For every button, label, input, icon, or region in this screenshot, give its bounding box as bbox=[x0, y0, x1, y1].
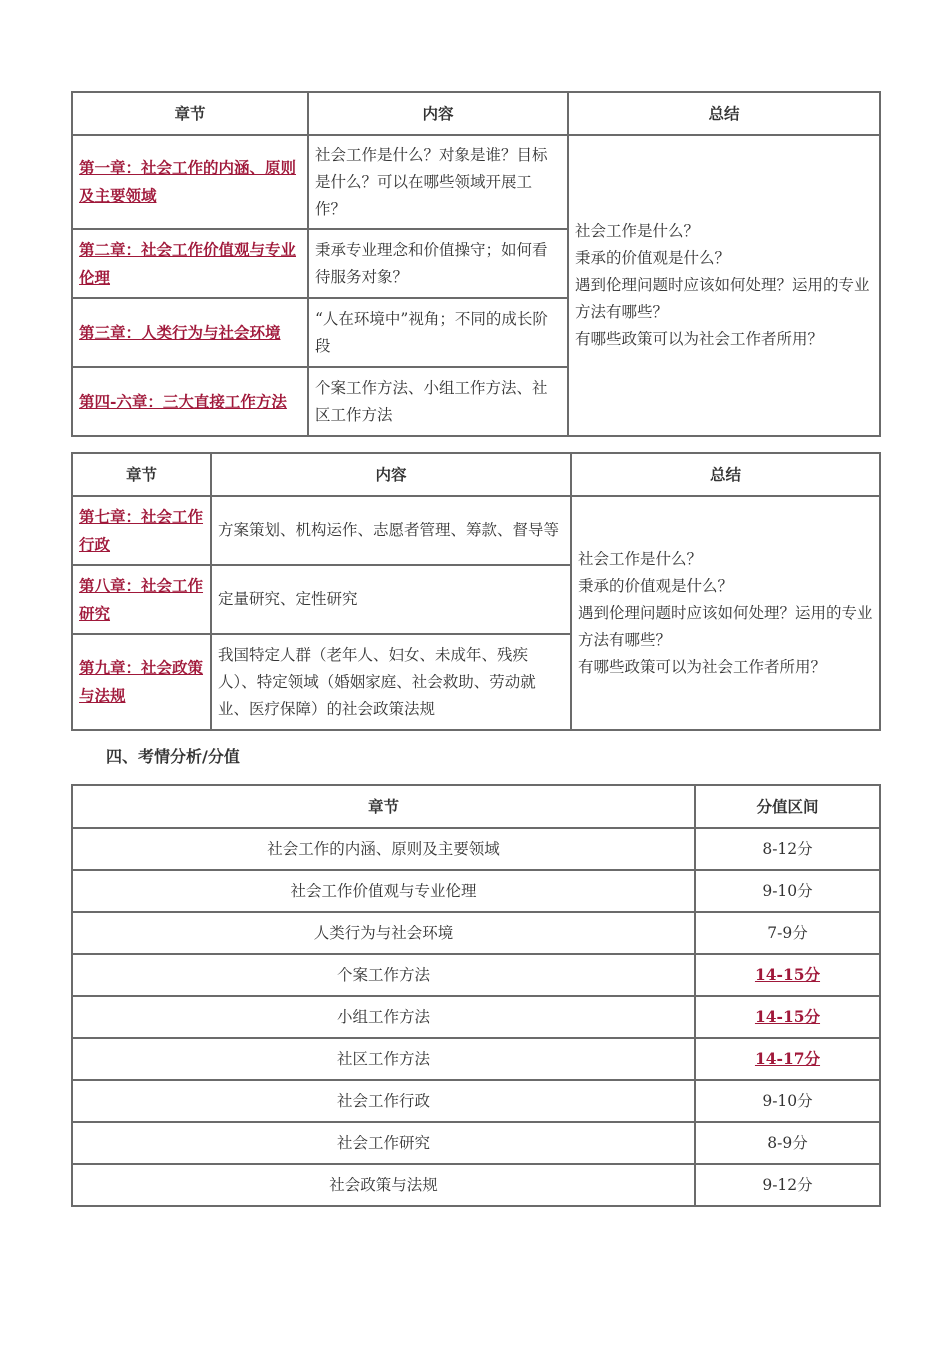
score-cell[interactable] bbox=[695, 954, 880, 996]
header-content: 内容 bbox=[308, 92, 568, 135]
score-chapter-cell: 社会政策与法规 bbox=[72, 1164, 695, 1206]
chapter-cell[interactable] bbox=[72, 565, 211, 634]
header-summary: 总结 bbox=[568, 92, 880, 135]
score-chapter-cell: 社会工作价值观与专业伦理 bbox=[72, 870, 695, 912]
score-cell: 8-9分 bbox=[695, 1122, 880, 1164]
chapter-cell[interactable] bbox=[72, 367, 308, 436]
content-cell: 社会工作是什么？对象是谁？目标是什么？可以在哪些领域开展工作？ bbox=[308, 135, 568, 229]
chapter-link[interactable]: 第二章：社会工作价值观与专业伦理 bbox=[79, 239, 297, 287]
score-chapter-cell: 社区工作方法 bbox=[72, 1038, 695, 1080]
chapter-link[interactable]: 第九章：社会政策与法规 bbox=[79, 658, 204, 705]
score-cell[interactable] bbox=[695, 996, 880, 1038]
score-link[interactable]: 14-15分 bbox=[754, 1007, 821, 1026]
score-chapter-cell: 社会工作的内涵、原则及主要领域 bbox=[72, 828, 695, 870]
header-chapter: 章节 bbox=[72, 92, 308, 135]
score-chapter-cell: 人类行为与社会环境 bbox=[72, 912, 695, 954]
summary-cell: 社会工作是什么？ 秉承的价值观是什么？ 遇到伦理问题时应该如何处理？运用的专业方法有哪些？ 有哪些政策可以为社会工作者所用？ bbox=[571, 496, 880, 730]
content-cell: 我国特定人群（老年人、妇女、未成年、残疾人）、特定领域（婚姻家庭、社会救助、劳动就业、医疗保障）的社会政策法规 bbox=[211, 634, 571, 730]
score-cell: 8-12分 bbox=[695, 828, 880, 870]
summary-cell: 社会工作是什么？ 秉承的价值观是什么？ 遇到伦理问题时应该如何处理？运用的专业方法有哪些？ 有哪些政策可以为社会工作者所用？ bbox=[568, 135, 880, 436]
header-score-range: 分值区间 bbox=[695, 785, 880, 828]
content-cell: 定量研究、定性研究 bbox=[211, 565, 571, 634]
chapter-cell[interactable] bbox=[72, 229, 308, 298]
content-cell: “人在环境中”视角；不同的成长阶段 bbox=[308, 298, 568, 367]
content-cell: 个案工作方法、小组工作方法、社区工作方法 bbox=[308, 367, 568, 436]
chapter-link[interactable]: 第四-六章：三大直接工作方法 bbox=[79, 391, 287, 411]
content-cell: 方案策划、机构运作、志愿者管理、筹款、督导等 bbox=[211, 496, 571, 565]
score-cell: 9-12分 bbox=[695, 1164, 880, 1206]
score-cell: 7-9分 bbox=[695, 912, 880, 954]
score-chapter-cell: 小组工作方法 bbox=[72, 996, 695, 1038]
score-chapter-cell: 社会工作研究 bbox=[72, 1122, 695, 1164]
header-chapter: 章节 bbox=[72, 785, 695, 828]
score-chapter-cell: 个案工作方法 bbox=[72, 954, 695, 996]
score-chapter-cell: 社会工作行政 bbox=[72, 1080, 695, 1122]
chapter-link[interactable]: 第一章：社会工作的内涵、原则及主要领域 bbox=[79, 158, 297, 205]
score-link[interactable]: 14-17分 bbox=[754, 1049, 821, 1068]
header-chapter: 章节 bbox=[72, 453, 211, 496]
section-heading: 四、考情分析/分值 bbox=[106, 747, 240, 766]
content-cell: 秉承专业理念和价值操守；如何看待服务对象？ bbox=[308, 229, 568, 298]
chapter-cell[interactable] bbox=[72, 298, 308, 367]
header-content: 内容 bbox=[211, 453, 571, 496]
chapter-summary-table-1 bbox=[71, 91, 881, 437]
chapter-summary-table-2 bbox=[71, 452, 881, 731]
chapter-cell[interactable] bbox=[72, 496, 211, 565]
header-summary: 总结 bbox=[571, 453, 880, 496]
score-link[interactable]: 14-15分 bbox=[754, 965, 821, 984]
score-cell[interactable] bbox=[695, 1038, 880, 1080]
score-table bbox=[71, 784, 881, 1207]
chapter-link[interactable]: 第七章：社会工作行政 bbox=[79, 506, 204, 554]
chapter-cell[interactable] bbox=[72, 135, 308, 229]
score-cell: 9-10分 bbox=[695, 1080, 880, 1122]
chapter-link[interactable]: 第三章：人类行为与社会环境 bbox=[79, 322, 281, 342]
chapter-link[interactable]: 第八章：社会工作研究 bbox=[79, 575, 204, 623]
chapter-cell[interactable] bbox=[72, 634, 211, 730]
score-cell: 9-10分 bbox=[695, 870, 880, 912]
